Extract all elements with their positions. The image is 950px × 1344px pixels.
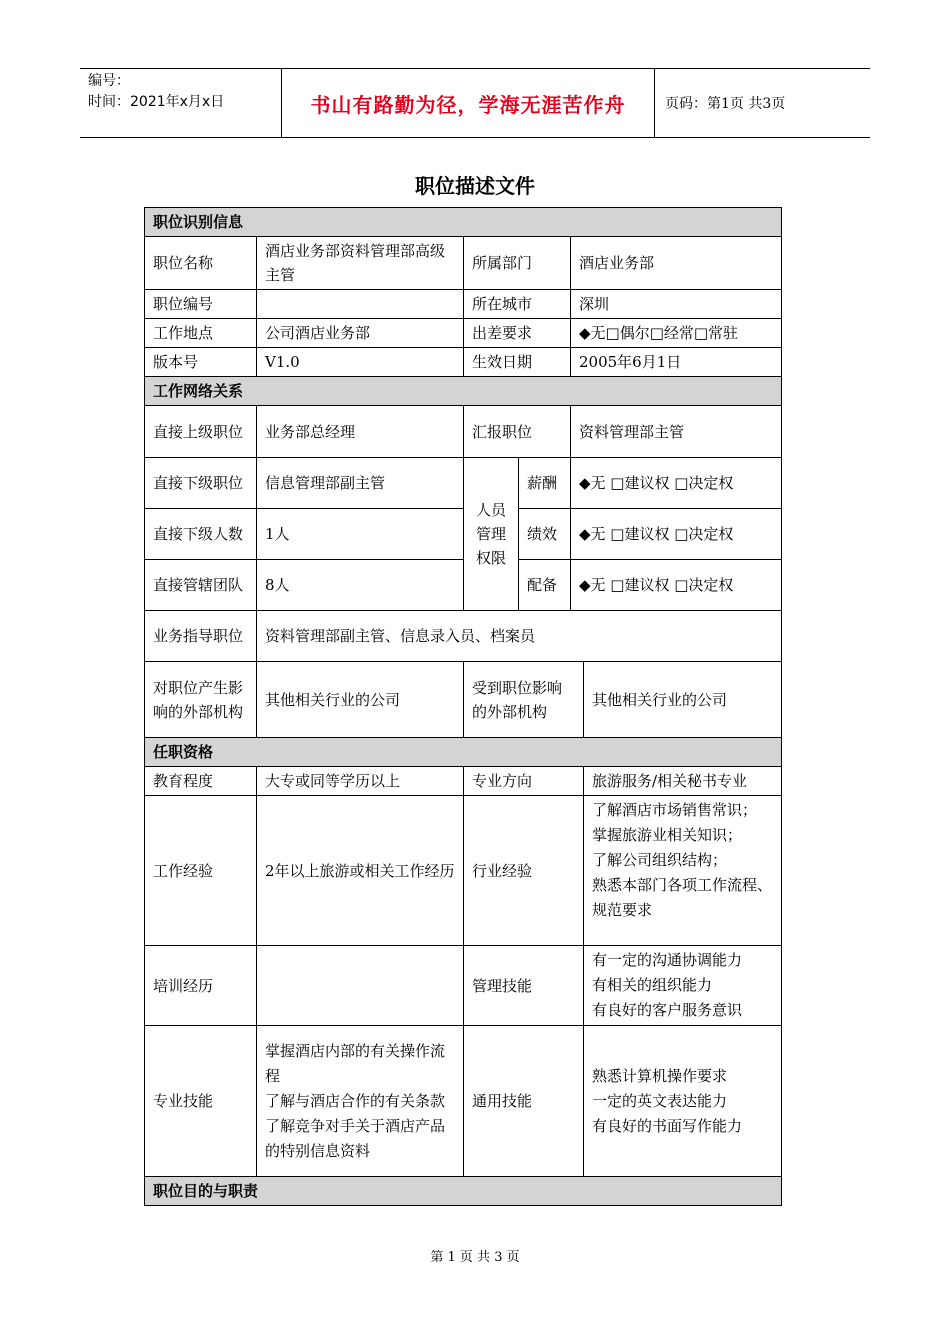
mgmt-value — [584, 946, 782, 1026]
industry-item: 了解酒店市场销售常识； — [592, 801, 758, 819]
external-affected-label: 受到职位影响的外部机构 — [464, 662, 584, 738]
section-network: 工作网络关系 — [145, 377, 782, 406]
superior-value: 业务部总经理 — [257, 406, 464, 458]
city-label: 所在城市 — [464, 290, 571, 319]
general-skill-label: 通用技能 — [464, 1026, 584, 1177]
effective-date-label: 生效日期 — [464, 348, 571, 377]
version-label: 版本号 — [145, 348, 257, 377]
salary-authority: ◆无 □建议权 □决定权 — [571, 458, 782, 509]
section-qualification: 任职资格 — [145, 738, 782, 767]
training-label: 培训经历 — [145, 946, 257, 1026]
header-page-info: 页码：第1页 共3页 — [665, 96, 786, 112]
travel-label: 出差要求 — [464, 319, 571, 348]
pro-skill-item: 了解竞争对手关于酒店产品的特别信息资料 — [265, 1116, 446, 1160]
department-value: 酒店业务部 — [571, 237, 782, 290]
guidance-value: 资料管理部副主管、信息录入员、档案员 — [257, 611, 782, 662]
subordinate-label: 直接下级职位 — [145, 458, 257, 509]
subordinate-value: 信息管理部副主管 — [257, 458, 464, 509]
general-skill-item: 有良好的书面写作能力 — [592, 1116, 743, 1135]
external-affected-value: 其他相关行业的公司 — [584, 662, 782, 738]
pro-skill-label: 专业技能 — [145, 1026, 257, 1177]
mgmt-item: 有相关的组织能力 — [592, 976, 713, 994]
team-value: 8人 — [257, 560, 464, 611]
department-label: 所属部门 — [464, 237, 571, 290]
pro-skill-item: 掌握酒店内部的有关操作流程 — [265, 1041, 446, 1085]
external-affect-value: 其他相关行业的公司 — [257, 662, 464, 738]
guidance-label: 业务指导职位 — [145, 611, 257, 662]
external-affect-label: 对职位产生影响的外部机构 — [145, 662, 257, 738]
superior-label: 直接上级职位 — [145, 406, 257, 458]
location-label: 工作地点 — [145, 319, 257, 348]
training-value — [257, 946, 464, 1026]
position-no-value — [257, 290, 464, 319]
industry-item: 了解公司组织结构； — [592, 851, 728, 869]
position-no-label: 职位编号 — [145, 290, 257, 319]
allocation-authority: ◆无 □建议权 □决定权 — [571, 560, 782, 611]
position-name-label: 职位名称 — [145, 237, 257, 290]
document-title: 职位描述文件 — [415, 174, 535, 198]
team-label: 直接管辖团队 — [145, 560, 257, 611]
version-value: V1.0 — [257, 348, 464, 377]
education-value: 大专或同等学历以上 — [257, 767, 464, 796]
position-name-value: 酒店业务部资料管理部高级主管 — [257, 237, 464, 290]
page-header — [80, 68, 870, 138]
mgmt-item: 有良好的客户服务意识 — [592, 1001, 743, 1019]
section-purpose: 职位目的与职责 — [145, 1177, 782, 1206]
location-value: 公司酒店业务部 — [257, 319, 464, 348]
performance-label: 绩效 — [519, 509, 571, 560]
experience-value: 2年以上旅游或相关工作经历 — [257, 796, 464, 946]
general-skill-value — [584, 1026, 782, 1177]
report-label: 汇报职位 — [464, 406, 571, 458]
industry-item: 掌握旅游业相关知识； — [592, 826, 743, 844]
job-description-table — [144, 207, 782, 1206]
page-footer: 第 1 页 共 3 页 — [430, 1250, 520, 1265]
industry-item: 熟悉本部门各项工作流程、规范要求 — [592, 876, 773, 919]
salary-label: 薪酬 — [519, 458, 571, 509]
document-time-label: 时间：2021年x月x日 — [88, 94, 225, 110]
travel-value: ◆无□偶尔□经常□常驻 — [571, 319, 782, 348]
pro-skill-item: 了解与酒店合作的有关条款 — [265, 1091, 446, 1110]
header-motto: 书山有路勤为径，学海无涯苦作舟 — [282, 69, 655, 137]
mgmt-item: 有一定的沟通协调能力 — [592, 951, 743, 969]
major-value: 旅游服务/相关秘书专业 — [584, 767, 782, 796]
education-label: 教育程度 — [145, 767, 257, 796]
major-label: 专业方向 — [464, 767, 584, 796]
effective-date-value: 2005年6月1日 — [571, 348, 782, 377]
pro-skill-value — [257, 1026, 464, 1177]
authority-label: 人员管理权限 — [464, 458, 519, 611]
industry-label: 行业经验 — [464, 796, 584, 946]
general-skill-item: 一定的英文表达能力 — [592, 1091, 728, 1110]
report-value: 资料管理部主管 — [571, 406, 782, 458]
industry-value — [584, 796, 782, 946]
header-meta — [80, 69, 282, 137]
sub-count-value: 1人 — [257, 509, 464, 560]
sub-count-label: 直接下级人数 — [145, 509, 257, 560]
general-skill-item: 熟悉计算机操作要求 — [592, 1066, 728, 1085]
section-identification: 职位识别信息 — [145, 208, 782, 237]
city-value: 深圳 — [571, 290, 782, 319]
mgmt-label: 管理技能 — [464, 946, 584, 1026]
performance-authority: ◆无 □建议权 □决定权 — [571, 509, 782, 560]
document-number-label: 编号： — [88, 73, 130, 89]
experience-label: 工作经验 — [145, 796, 257, 946]
allocation-label: 配备 — [519, 560, 571, 611]
